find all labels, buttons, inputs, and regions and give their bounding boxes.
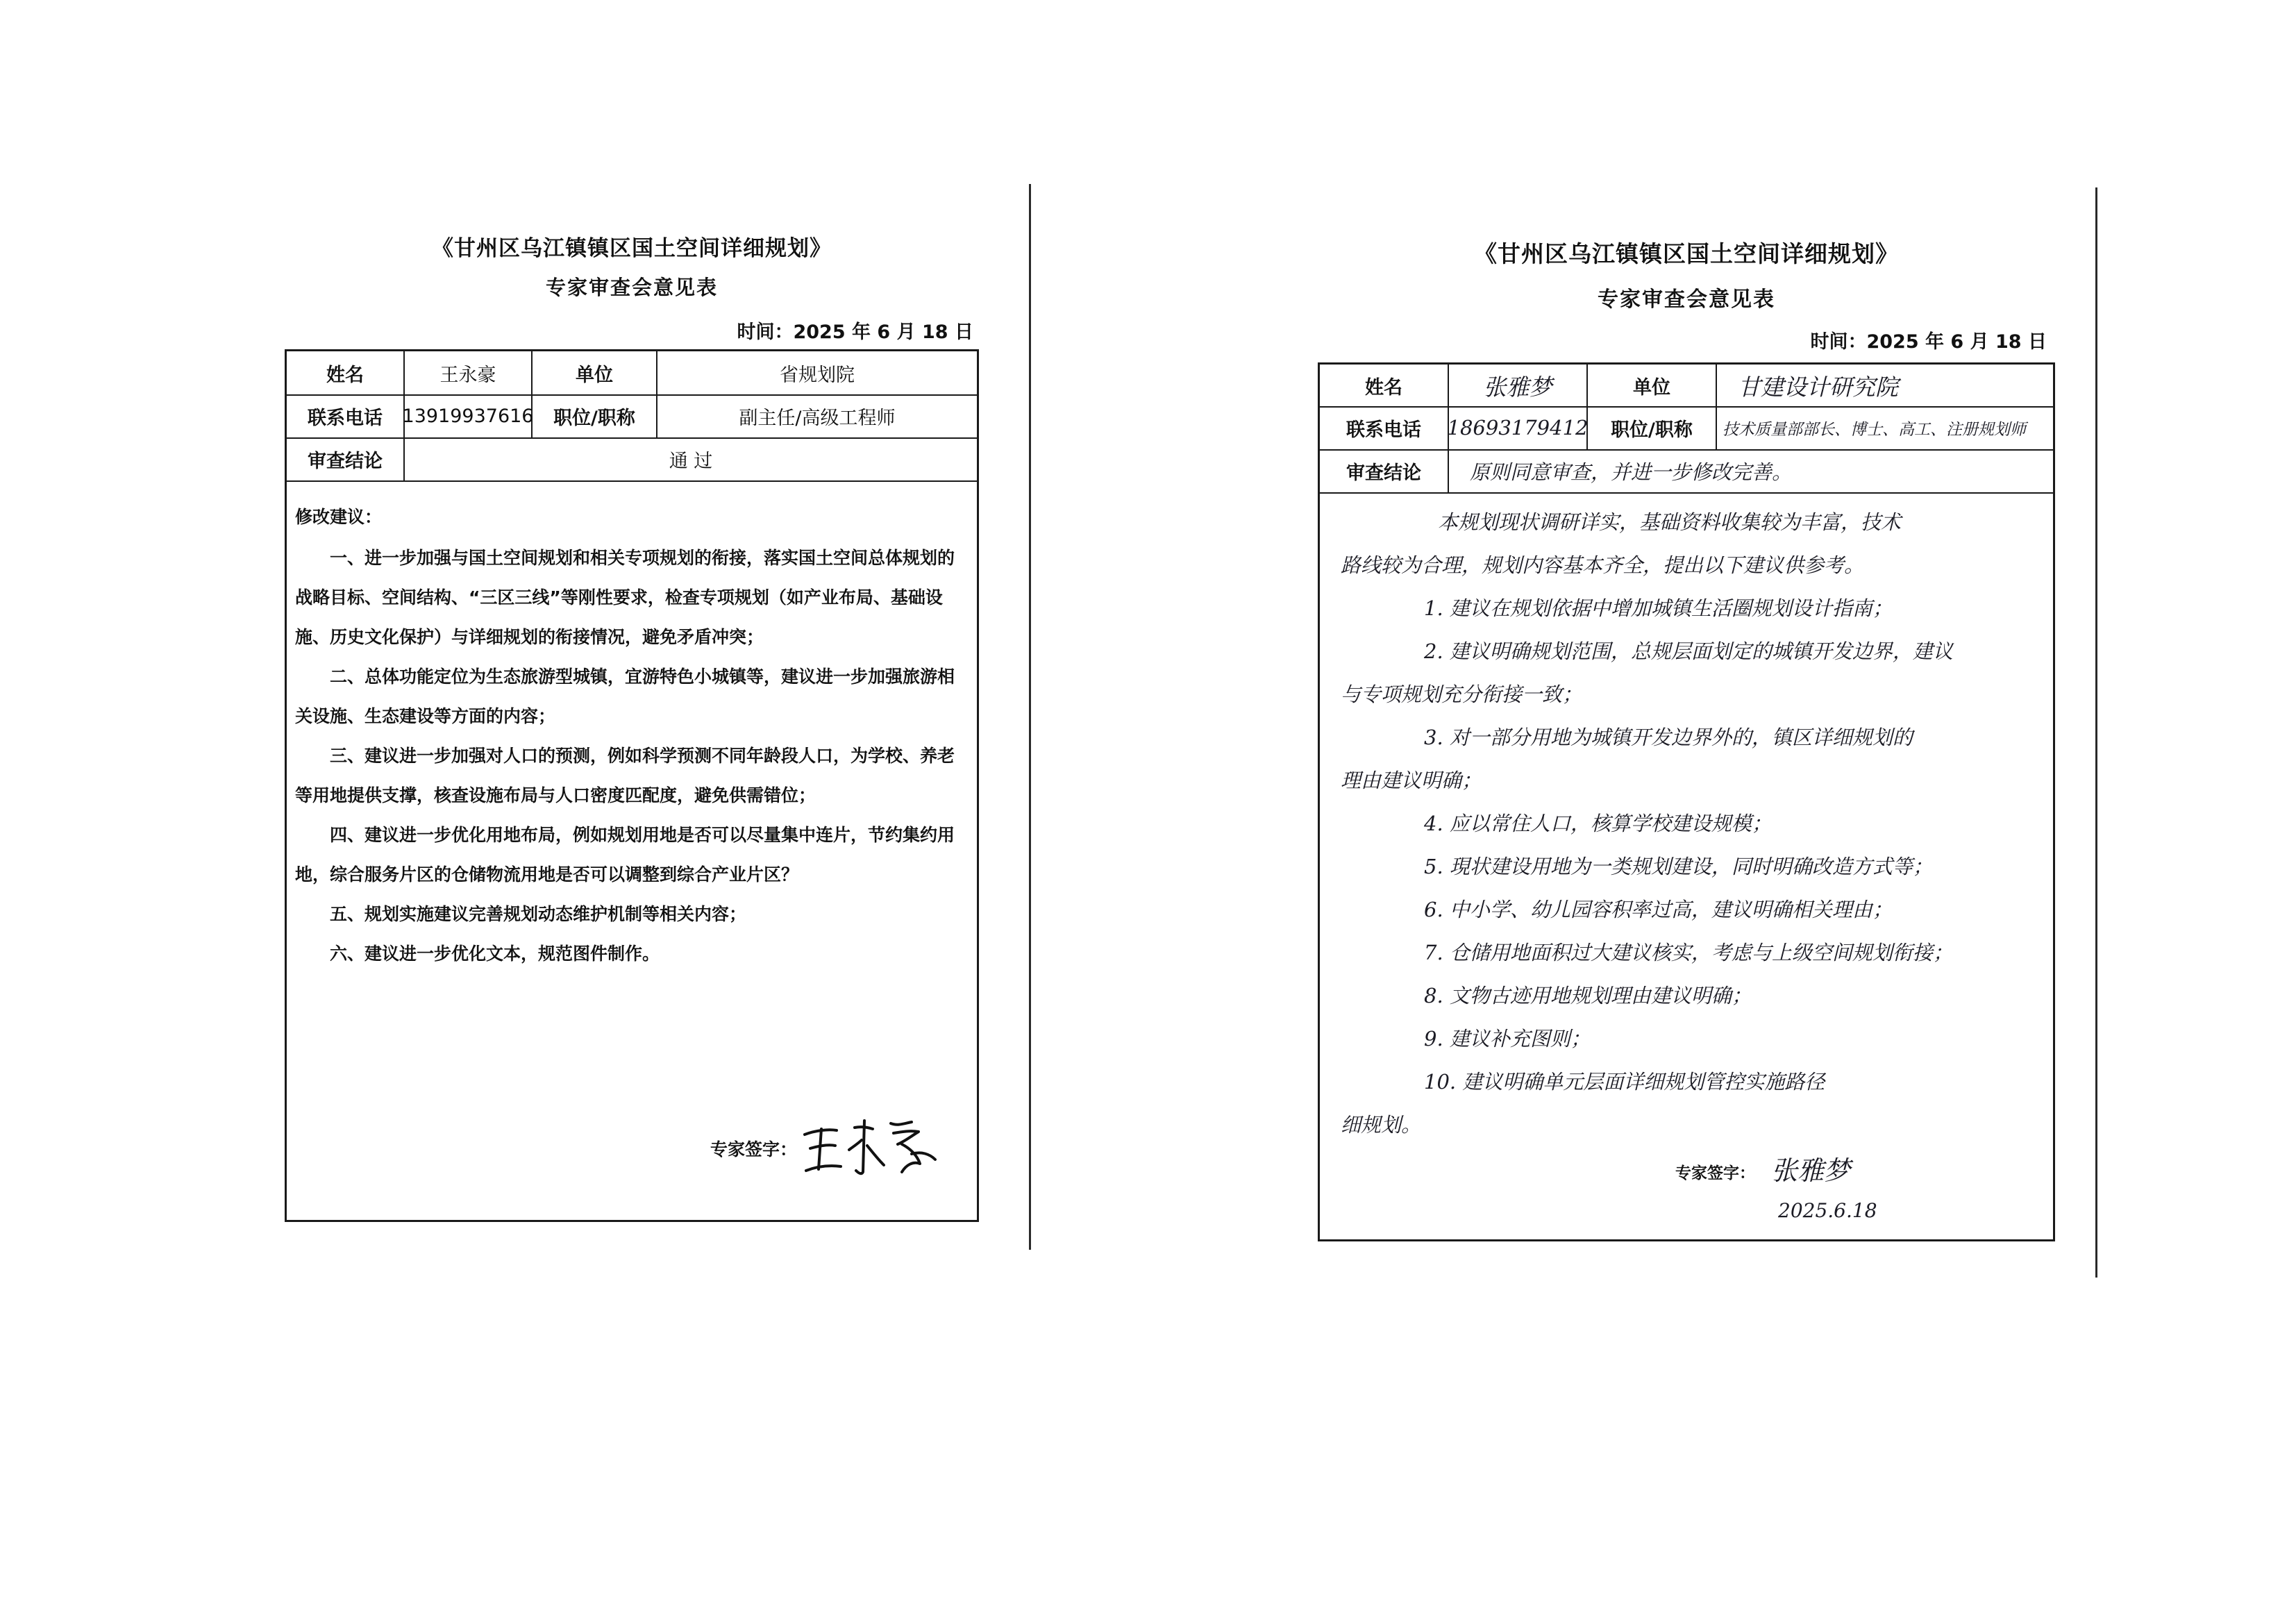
document-subtitle: 专家审查会意见表	[1598, 287, 1775, 312]
label-phone: 联系电话	[287, 394, 405, 437]
meeting-date: 时间：2025 年 6 月 18 日	[1810, 331, 2047, 353]
value-phone: 13919937616	[405, 394, 533, 437]
label-name: 姓名	[1320, 365, 1449, 406]
handwritten-line: 2. 建议明确规划范围，总规层面划定的城镇开发边界，建议	[1424, 639, 1953, 663]
handwritten-line: 3. 对一部分用地为城镇开发边界外的，镇区详细规划的	[1424, 726, 1913, 749]
handwritten-line: 路线较为合理，规划内容基本齐全，提出以下建议供参考。	[1341, 553, 1865, 577]
signature-label: 专家签字：	[710, 1139, 798, 1160]
handwritten-line: 4. 应以常住人口，核算学校建设规模；	[1424, 812, 1772, 835]
suggestion-item: 五、规划实施建议完善规划动态维护机制等相关内容；	[330, 904, 747, 924]
suggestion-item: 三、建议进一步加强对人口的预测，例如科学预测不同年龄段人口，为学校、养老等用地提供支撑，核查设施布局与人口密度匹配度，避免供需错位；	[295, 746, 955, 805]
signature-date: 2025.6.18	[1778, 1199, 1877, 1222]
form-row-phone	[1320, 406, 2053, 451]
handwritten-line: 6. 中小学、幼儿园容积率过高，建议明确相关理由；	[1424, 898, 1893, 921]
center-fold-line-left	[1029, 184, 1031, 1250]
form-row-phone	[287, 394, 977, 439]
label-name: 姓名	[287, 351, 405, 394]
signature-label: 专家签字：	[1675, 1164, 1755, 1182]
handwritten-line: 细规划。	[1341, 1113, 1422, 1137]
value-name: 王永豪	[405, 351, 533, 394]
handwritten-line: 9. 建议补充图则；	[1424, 1027, 1591, 1050]
label-unit: 单位	[1588, 365, 1717, 406]
form-row-conclusion	[1320, 449, 2053, 494]
value-unit: 省规划院	[780, 364, 855, 386]
handwritten-line: 8. 文物古迹用地规划理由建议明确；	[1424, 984, 1752, 1007]
handwritten-line: 与专项规划充分衔接一致；	[1341, 683, 1583, 706]
document-title: 《甘州区乌江镇镇区国土空间详细规划》	[432, 236, 832, 261]
handwritten-line: 本规划现状调研详实，基础资料收集较为丰富，技术	[1438, 510, 1902, 534]
form-row-name	[287, 351, 977, 396]
label-conclusion: 审查结论	[287, 437, 405, 480]
document-subtitle: 专家审查会意见表	[545, 276, 718, 299]
value-unit: 甘建设计研究院	[1738, 373, 1898, 401]
label-position: 职位/职称	[1588, 406, 1717, 449]
right-opinion-sheet	[1318, 233, 2055, 1241]
label-position: 职位/职称	[533, 394, 657, 437]
value-position: 副主任/高级工程师	[739, 407, 896, 429]
handwritten-suggestions	[1341, 501, 2042, 1146]
meeting-date: 时间：2025 年 6 月 18 日	[737, 321, 973, 343]
expert-signature: 张雅梦	[1771, 1155, 1851, 1186]
opinion-form-table	[1318, 362, 2055, 1241]
form-row-name	[1320, 365, 2053, 408]
handwritten-line: 5. 現状建设用地为一类规划建设，同时明确改造方式等；	[1424, 855, 1933, 878]
expert-signature	[801, 1115, 939, 1178]
form-row-conclusion	[287, 437, 977, 482]
handwritten-line: 7. 仓储用地面积过大建议核实，考虑与上级空间规划衔接；	[1424, 941, 1953, 964]
suggestion-item: 二、总体功能定位为生态旅游型城镇，宜游特色小城镇等，建议进一步加强旅游相关设施、生态建设等方面的内容；	[295, 667, 955, 726]
suggestions-block	[295, 497, 969, 973]
suggestion-item: 六、建议进一步优化文本，规范图件制作。	[330, 944, 660, 964]
value-position: 技术质量部部长、博士、高工、注册规划师	[1723, 420, 2026, 439]
value-conclusion: 原则同意审查，并进一步修改完善。	[1470, 460, 1793, 484]
label-phone: 联系电话	[1320, 406, 1449, 449]
left-opinion-sheet	[285, 222, 979, 1222]
suggestions-heading: 修改建议：	[295, 507, 383, 527]
value-phone: 18693179412	[1449, 406, 1588, 449]
suggestion-item: 一、进一步加强与国土空间规划和相关专项规划的衔接，落实国土空间总体规划的战略目标、空间结构、“三区三线”等刚性要求，检查专项规划（如产业布局、基础设施、历史文化保护）与详细规划的衔接情况，避免矛盾冲突；	[295, 548, 955, 647]
value-name: 张雅梦	[1449, 365, 1588, 406]
value-conclusion: 通 过	[669, 450, 713, 472]
document-title: 《甘州区乌江镇镇区国土空间详细规划》	[1474, 240, 1899, 267]
handwritten-line: 1. 建议在规划依据中增加城镇生活圈规划设计指南；	[1424, 596, 1893, 620]
center-fold-line-right	[2095, 187, 2097, 1278]
label-conclusion: 审查结论	[1320, 449, 1449, 492]
opinion-form-table	[285, 349, 979, 1222]
suggestion-item: 四、建议进一步优化用地布局，例如规划用地是否可以尽量集中连片，节约集约用地，综合服务片区的仓储物流用地是否可以调整到综合产业片区？	[295, 825, 955, 885]
handwritten-line: 理由建议明确；	[1341, 769, 1482, 792]
label-unit: 单位	[533, 351, 657, 394]
handwritten-line: 10. 建议明确单元层面详细规划管控实施路径	[1424, 1070, 1825, 1094]
